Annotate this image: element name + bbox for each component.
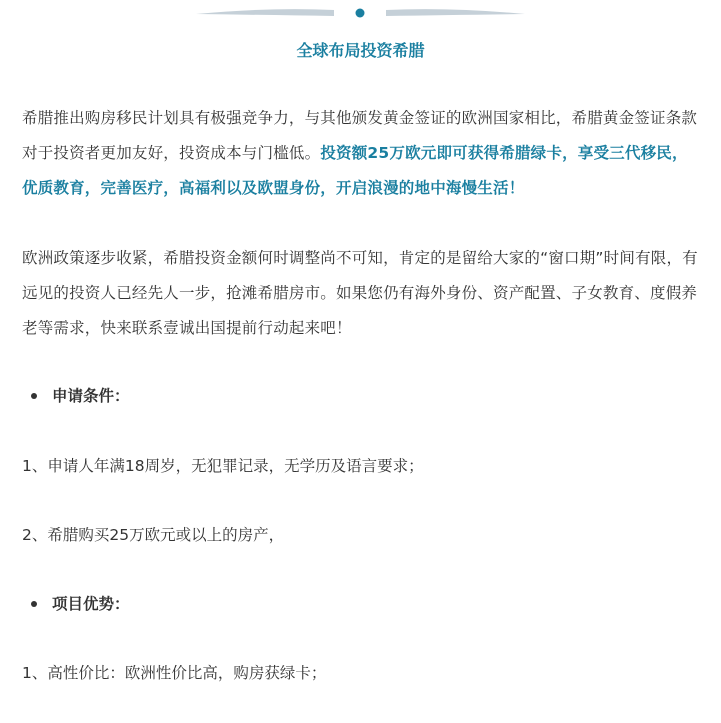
intro-highlight: 投资额25万欧元即可获得希腊绿卡，享受三代移民，优质教育，完善医疗，高福利以及欧盟身份，开启浪漫的地中海慢生活！ [22,144,688,197]
intro-paragraph [22,101,702,206]
condition-item: 1、申请人年满18周岁，无犯罪记录，无学历及语言要求； [22,457,424,475]
divider-right-line [386,9,525,16]
advantage-item: 1、高性价比：欧洲性价比高，购房获绿卡； [22,664,327,682]
intro-text: 希腊推出购房移民计划具有极强竞争力，与其他颁发黄金签证的欧洲国家相比，希腊黄金签证条款对于投资者更加友好，投资成本与门槛低。 [22,109,698,162]
advantages-heading-label: 项目优势： [52,595,130,613]
advantages-heading [22,592,130,616]
policy-paragraph: 欧洲政策逐步收紧，希腊投资金额何时调整尚不可知，肯定的是留给大家的“窗口期”时间有限，有远见的投资人已经先人一步，抢滩希腊房市。如果您仍有海外身份、资产配置、子女教育、度假养老等需求，快来联系壹诚出国提前行动起来吧！ [22,249,698,337]
header-divider [0,4,721,20]
page-title: 全球布局投资希腊 [296,41,425,60]
condition-item: 2、希腊购买25万欧元或以上的房产， [22,526,285,544]
conditions-heading-label: 申请条件： [52,387,130,405]
divider-left-line [196,9,334,16]
divider-center-dot [356,9,365,18]
conditions-heading [22,384,130,408]
bullet-dot-icon [31,601,37,607]
bullet-dot-icon [31,393,37,399]
